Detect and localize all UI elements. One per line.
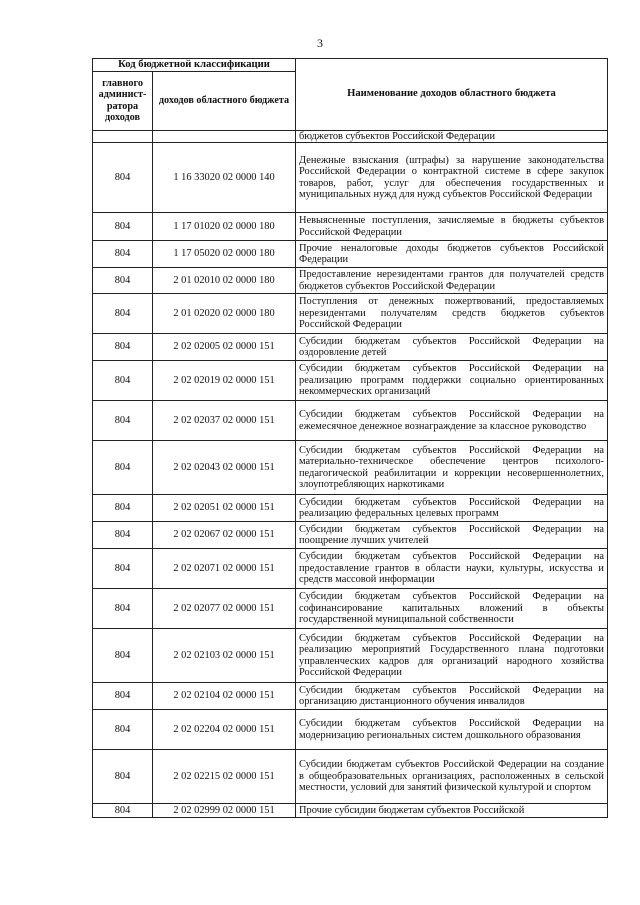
income-name-cell: Субсидии бюджетам субъектов Российской Федерации на реализацию федеральных целевых программ	[296, 495, 608, 522]
income-name-cell: Субсидии бюджетам субъектов Российской Федерации на модернизацию региональных систем дошкольного образования	[296, 710, 608, 750]
income-name-cell: Невыясненные поступления, зачисляемые в бюджеты субъектов Российской Федерации	[296, 213, 608, 241]
table-row	[93, 268, 608, 294]
header-name: Наименование доходов областного бюджета	[296, 59, 608, 131]
table-row	[93, 549, 608, 589]
income-code-cell: 2 02 02104 02 0000 151	[153, 683, 296, 710]
admin-code-cell: 804	[93, 361, 153, 401]
income-code-cell: 2 02 02999 02 0000 151	[153, 804, 296, 818]
income-name-cell: Субсидии бюджетам субъектов Российской Федерации на реализацию мероприятий Государственного плана подготовки управленческих кадров для организаций народного хозяйства Российской Федерации	[296, 629, 608, 683]
income-name-cell: Прочие неналоговые доходы бюджетов субъектов Российской Федерации	[296, 241, 608, 268]
table-row	[93, 710, 608, 750]
income-name-cell: Денежные взыскания (штрафы) за нарушение законодательства Российской Федерации о контрактной системе в сфере закупок товаров, работ, услуг для обеспечения государственных и муниципальных нужд для нужд субъектов Российской Федерации	[296, 143, 608, 213]
income-code-cell: 2 02 02005 02 0000 151	[153, 334, 296, 361]
income-name-cell: Субсидии бюджетам субъектов Российской Федерации на ежемесячное денежное вознаграждение за классное руководство	[296, 401, 608, 441]
table-row	[93, 495, 608, 522]
income-name-cell: бюджетов субъектов Российской Федерации	[296, 130, 608, 143]
admin-code-cell: 804	[93, 441, 153, 495]
admin-code-cell: 804	[93, 241, 153, 268]
table-row	[93, 130, 608, 143]
table-row	[93, 441, 608, 495]
income-code-cell	[153, 130, 296, 143]
table-row	[93, 401, 608, 441]
income-code-cell: 2 02 02043 02 0000 151	[153, 441, 296, 495]
admin-code-cell: 804	[93, 804, 153, 818]
income-code-cell: 2 02 02071 02 0000 151	[153, 549, 296, 589]
income-name-cell: Субсидии бюджетам субъектов Российской Федерации на оздоровление детей	[296, 334, 608, 361]
admin-code-cell: 804	[93, 629, 153, 683]
income-code-cell: 1 16 33020 02 0000 140	[153, 143, 296, 213]
table-row	[93, 213, 608, 241]
admin-code-cell: 804	[93, 750, 153, 804]
page-number: 3	[317, 36, 323, 50]
income-code-cell: 2 02 02204 02 0000 151	[153, 710, 296, 750]
income-code-cell: 1 17 05020 02 0000 180	[153, 241, 296, 268]
income-code-cell: 2 02 02019 02 0000 151	[153, 361, 296, 401]
admin-code-cell: 804	[93, 710, 153, 750]
income-name-cell: Поступления от денежных пожертвований, предоставляемых нерезидентами получателям средств бюджетов субъектов Российской Федерации	[296, 294, 608, 334]
income-name-cell: Субсидии бюджетам субъектов Российской Федерации на реализацию программ поддержки социально ориентированных некоммерческих организаций	[296, 361, 608, 401]
admin-code-cell: 804	[93, 683, 153, 710]
income-code-cell: 2 02 02067 02 0000 151	[153, 522, 296, 549]
income-code-cell: 2 01 02020 02 0000 180	[153, 294, 296, 334]
income-name-cell: Субсидии бюджетам субъектов Российской Федерации на поощрение лучших учителей	[296, 522, 608, 549]
income-code-cell: 2 02 02103 02 0000 151	[153, 629, 296, 683]
income-code-cell: 2 01 02010 02 0000 180	[153, 268, 296, 294]
income-name-cell: Субсидии бюджетам субъектов Российской Федерации на создание в общеобразовательных организациях, расположенных в сельской местности, условий для занятий физической культурой и спортом	[296, 750, 608, 804]
budget-classification-table	[92, 58, 608, 818]
income-name-cell: Субсидии бюджетам субъектов Российской Федерации на материально-техническое обеспечение центров психолого-педагогической реабилитации и коррекции несовершеннолетних, злоупотребляющих наркотиками	[296, 441, 608, 495]
income-name-cell: Субсидии бюджетам субъектов Российской Федерации на софинансирование капитальных вложений в объекты государственной муниципальной собственности	[296, 589, 608, 629]
income-name-cell: Прочие субсидии бюджетам субъектов Российской	[296, 804, 608, 818]
header-income-code: доходов областного бюджета	[153, 71, 296, 130]
header-classification-code: Код бюджетной классификации	[93, 59, 296, 72]
header-admin: главного админист-ратора доходов	[93, 71, 153, 130]
admin-code-cell: 804	[93, 495, 153, 522]
table-row	[93, 629, 608, 683]
admin-code-cell: 804	[93, 213, 153, 241]
admin-code-cell: 804	[93, 522, 153, 549]
admin-code-cell: 804	[93, 268, 153, 294]
admin-code-cell: 804	[93, 143, 153, 213]
admin-code-cell	[93, 130, 153, 143]
table-row	[93, 334, 608, 361]
income-code-cell: 2 02 02077 02 0000 151	[153, 589, 296, 629]
income-code-cell: 2 02 02037 02 0000 151	[153, 401, 296, 441]
income-code-cell: 1 17 01020 02 0000 180	[153, 213, 296, 241]
income-name-cell: Субсидии бюджетам субъектов Российской Федерации на организацию дистанционного обучения инвалидов	[296, 683, 608, 710]
table-row	[93, 143, 608, 213]
table-row	[93, 241, 608, 268]
income-code-cell: 2 02 02215 02 0000 151	[153, 750, 296, 804]
admin-code-cell: 804	[93, 589, 153, 629]
table-row	[93, 294, 608, 334]
table-body	[93, 130, 608, 818]
income-name-cell: Субсидии бюджетам субъектов Российской Федерации на предоставление грантов в области науки, культуры, искусства и средств массовой информации	[296, 549, 608, 589]
admin-code-cell: 804	[93, 401, 153, 441]
admin-code-cell: 804	[93, 549, 153, 589]
table-row	[93, 750, 608, 804]
income-name-cell: Предоставление нерезидентами грантов для получателей средств бюджетов субъектов Российской Федерации	[296, 268, 608, 294]
income-code-cell: 2 02 02051 02 0000 151	[153, 495, 296, 522]
table-row	[93, 361, 608, 401]
table-row	[93, 522, 608, 549]
admin-code-cell: 804	[93, 334, 153, 361]
table-row	[93, 683, 608, 710]
admin-code-cell: 804	[93, 294, 153, 334]
table-row	[93, 804, 608, 818]
table-row	[93, 589, 608, 629]
